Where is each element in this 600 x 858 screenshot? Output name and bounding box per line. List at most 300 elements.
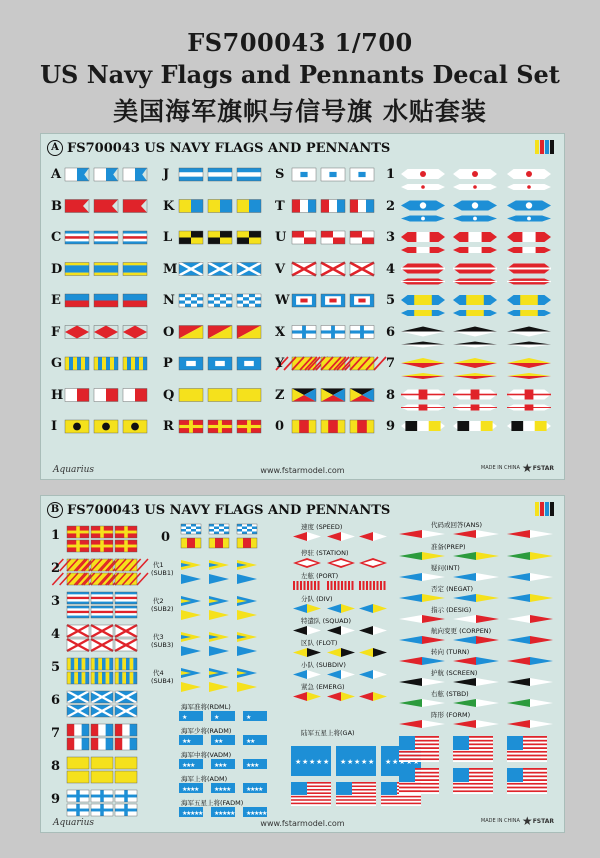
national-ensign xyxy=(507,736,547,762)
signal-flag-5 xyxy=(115,658,137,670)
signal-flag-W xyxy=(292,294,316,307)
pennant-label-7: 7 xyxy=(386,356,396,371)
flag-label-Z: Z xyxy=(275,387,285,403)
mid-label-3: 左舷 (PORT) xyxy=(301,572,339,580)
substitute-pennant-4 xyxy=(237,682,257,692)
signal-flag-6 xyxy=(91,705,113,717)
admiral-flag-4 xyxy=(179,783,203,793)
numeral-pennant-2 xyxy=(401,216,445,222)
signal-flag-E xyxy=(94,294,118,307)
substitute-pennant-4 xyxy=(237,668,257,678)
pennant-label-3: 3 xyxy=(386,230,396,245)
mid-label-8: 紧急 (EMERG) xyxy=(301,683,345,691)
signal-flag-5 xyxy=(67,658,89,670)
numeral-pennant-4 xyxy=(507,264,551,274)
signal-flag-3 xyxy=(115,606,137,618)
signal-flag-T xyxy=(321,200,345,213)
sub-label-cn-4: 代4 xyxy=(153,669,164,677)
signal-flag-L xyxy=(237,231,261,244)
substitute-pennant-2 xyxy=(237,596,257,606)
admiral-flag-2 xyxy=(179,735,203,745)
fstar-star-icon: ★ xyxy=(521,814,533,828)
signal-flag-U xyxy=(321,231,345,244)
flag-label-Y: Y xyxy=(275,356,285,371)
svg-text:★: ★ xyxy=(354,758,361,766)
svg-text:★: ★ xyxy=(258,786,264,793)
numeral-pennant-8 xyxy=(401,405,445,411)
svg-text:★: ★ xyxy=(194,810,200,817)
svg-text:★: ★ xyxy=(190,786,196,793)
signal-flag-X xyxy=(350,326,374,339)
svg-text:★: ★ xyxy=(182,810,188,817)
signal-flag-1 xyxy=(115,540,137,552)
procedure-pennant-1 xyxy=(399,530,445,538)
signal-flag-3 xyxy=(91,592,113,604)
svg-text:★: ★ xyxy=(250,738,256,745)
procedure-pennant-4 xyxy=(399,594,445,602)
signal-flag-7 xyxy=(67,738,89,750)
numeral-pennant-3 xyxy=(453,247,497,253)
mid-label-4: 分队 (DIV) xyxy=(301,595,333,603)
special-pennant-3 xyxy=(359,581,386,590)
signal-flag-6 xyxy=(115,691,137,703)
special-pennant-7 xyxy=(359,670,387,679)
fstar-brand: FSTAR xyxy=(532,464,554,472)
mid-label-5: 特遣队 (SQUAD) xyxy=(301,617,352,625)
sheet-a-title-text: FS700043 US NAVY FLAGS AND PENNANTS xyxy=(67,140,391,156)
flag-label-3: 3 xyxy=(51,594,61,609)
special-pennant-3 xyxy=(327,581,354,590)
numeral-pennant-8 xyxy=(453,390,497,400)
special-pennant-4 xyxy=(293,604,321,613)
signal-flag-Z xyxy=(321,389,345,402)
special-pennant-7 xyxy=(293,670,321,679)
svg-text:★: ★ xyxy=(250,786,256,793)
signal-flag-9 xyxy=(115,790,137,802)
signal-flag-X xyxy=(292,326,316,339)
signal-flag-8 xyxy=(67,771,89,783)
sheet-a-letter: A xyxy=(47,140,63,156)
decal-sheet-b xyxy=(40,495,565,833)
numeral-pennant-3 xyxy=(507,247,551,253)
signal-flag-1 xyxy=(67,526,89,538)
numeral-pennant-8 xyxy=(401,390,445,400)
signal-flag-H xyxy=(123,389,147,402)
numeral-pennant-3 xyxy=(507,232,551,242)
special-pennant-4 xyxy=(327,604,355,613)
signal-flag-N xyxy=(208,294,232,307)
flag-label-G: G xyxy=(51,356,63,371)
right-label-3: 疑问(INT) xyxy=(431,564,460,572)
sub-label-cn-2: 代2 xyxy=(153,597,164,605)
special-pennant-7 xyxy=(327,670,355,679)
numeral-pennant-1 xyxy=(453,184,497,190)
signal-flag-9 xyxy=(91,790,113,802)
right-label-4: 否定 (NEGAT) xyxy=(431,585,474,593)
signal-flag-N xyxy=(179,294,203,307)
sub-label-en-1: (SUB1) xyxy=(151,569,174,577)
numeral-pennant-2 xyxy=(453,216,497,222)
signal-flag-U xyxy=(350,231,374,244)
admiral-label-4: 海军上将(ADM) xyxy=(181,775,228,783)
substitute-pennant-1 xyxy=(237,560,257,570)
flag-label-B: B xyxy=(51,198,62,214)
special-pennant-4 xyxy=(359,604,387,613)
zero-flag xyxy=(209,524,229,534)
numeral-pennant-1 xyxy=(401,169,445,179)
svg-text:★: ★ xyxy=(222,786,228,793)
flag-label-C: C xyxy=(51,230,62,245)
svg-text:★: ★ xyxy=(218,762,224,769)
svg-text:★: ★ xyxy=(246,786,252,793)
svg-text:★: ★ xyxy=(361,758,368,766)
flag-label-U: U xyxy=(275,230,287,245)
substitute-pennant-3 xyxy=(237,646,257,656)
svg-text:★: ★ xyxy=(190,810,196,817)
signal-flag-3 xyxy=(115,592,137,604)
substitute-pennant-3 xyxy=(209,632,229,642)
substitute-pennant-2 xyxy=(181,610,201,620)
procedure-pennant-1 xyxy=(453,530,499,538)
svg-text:★: ★ xyxy=(198,810,204,817)
signal-flag-8 xyxy=(91,757,113,769)
admiral-flag-1 xyxy=(211,711,235,721)
admiral-label-2: 海军少将(RADM) xyxy=(181,727,232,735)
svg-text:★: ★ xyxy=(250,762,256,769)
signal-flag-E xyxy=(65,294,89,307)
sheet-b-title-text: FS700043 US NAVY FLAGS AND PENNANTS xyxy=(67,502,391,518)
signal-flag-B xyxy=(123,200,147,213)
substitute-pennant-4 xyxy=(181,668,201,678)
product-name-title: US Navy Flags and Pennants Decal Set xyxy=(40,60,560,89)
svg-text:★: ★ xyxy=(392,758,399,766)
signal-flag-P xyxy=(179,357,203,370)
flag-label-E: E xyxy=(51,293,61,308)
substitute-pennant-1 xyxy=(237,574,257,584)
signal-flag-5 xyxy=(91,658,113,670)
procedure-pennant-2 xyxy=(453,552,499,560)
flag-label-M: M xyxy=(163,261,178,277)
sheet-b-footer-url: www.fstarmodel.com xyxy=(260,819,345,828)
special-pennant-8 xyxy=(327,692,355,701)
right-label-6: 航向变更 (CORPEN) xyxy=(431,627,492,635)
admiral-flag-4 xyxy=(243,783,267,793)
flag-label-H: H xyxy=(51,387,64,403)
signal-flag-7 xyxy=(115,738,137,750)
signal-flag-6 xyxy=(67,705,89,717)
signal-flag-G xyxy=(123,357,147,370)
zero-flag xyxy=(237,524,257,534)
svg-text:★: ★ xyxy=(309,758,316,766)
signal-flag-U xyxy=(292,231,316,244)
signal-flag-S xyxy=(321,168,345,181)
signal-flag-Z xyxy=(292,389,316,402)
signal-flag-6 xyxy=(115,705,137,717)
signal-flag-D xyxy=(65,263,89,276)
flag-label-I: I xyxy=(51,419,58,434)
mid-label-2: 停驻 (STATION) xyxy=(301,549,349,557)
signal-flag-F xyxy=(65,326,89,339)
signal-flag-5 xyxy=(115,672,137,684)
signal-flag-9 xyxy=(91,804,113,816)
signal-flag-E xyxy=(123,294,147,307)
signal-flag-0 xyxy=(321,420,345,433)
special-pennant-5 xyxy=(327,626,355,635)
numeral-pennant-6 xyxy=(453,327,497,337)
signal-flag-K xyxy=(208,200,232,213)
substitute-pennant-2 xyxy=(209,596,229,606)
svg-text:★: ★ xyxy=(214,714,220,721)
substitute-pennant-3 xyxy=(209,646,229,656)
signal-flag-4 xyxy=(91,625,113,637)
signal-flag-R xyxy=(237,420,261,433)
procedure-pennant-7 xyxy=(399,657,445,665)
signal-flag-Q xyxy=(208,389,232,402)
substitute-pennant-2 xyxy=(181,596,201,606)
signal-flag-1 xyxy=(91,540,113,552)
svg-text:★: ★ xyxy=(182,762,188,769)
mid-label-7: 小队 (SUBDIV) xyxy=(301,661,346,669)
substitute-pennant-4 xyxy=(209,682,229,692)
signal-flag-P xyxy=(237,357,261,370)
numeral-pennant-6 xyxy=(507,327,551,337)
numeral-pennant-7 xyxy=(453,373,497,379)
substitute-pennant-3 xyxy=(181,646,201,656)
svg-text:★: ★ xyxy=(186,738,192,745)
sub-label-cn-1: 代1 xyxy=(153,561,164,569)
procedure-pennant-5 xyxy=(399,615,445,623)
admiral-flag-5 xyxy=(243,807,267,817)
numeral-pennant-5 xyxy=(401,295,445,305)
signal-flag-D xyxy=(123,263,147,276)
signal-flag-3 xyxy=(67,606,89,618)
signal-flag-V xyxy=(350,263,374,276)
signal-flag-A xyxy=(94,168,118,181)
numeral-pennant-2 xyxy=(507,201,551,211)
numeral-pennant-4 xyxy=(401,279,445,285)
procedure-pennant-6 xyxy=(453,636,499,644)
flag-label-L: L xyxy=(163,230,173,245)
signal-flag-N xyxy=(237,294,261,307)
substitute-pennant-1 xyxy=(209,574,229,584)
svg-text:★: ★ xyxy=(254,810,260,817)
signal-flag-Z xyxy=(350,389,374,402)
signal-flag-P xyxy=(208,357,232,370)
signal-flag-4 xyxy=(91,639,113,651)
signal-flag-H xyxy=(94,389,118,402)
numeral-pennant-9 xyxy=(507,421,551,431)
sheet-a-flags xyxy=(41,134,564,479)
flag-label-2: 2 xyxy=(51,561,61,576)
signal-flag-8 xyxy=(115,771,137,783)
numeral-pennant-3 xyxy=(401,232,445,242)
svg-text:★: ★ xyxy=(214,738,220,745)
signal-flag-5 xyxy=(91,672,113,684)
signal-flag-5 xyxy=(67,672,89,684)
procedure-pennant-5 xyxy=(453,615,499,623)
svg-text:★: ★ xyxy=(218,786,224,793)
signal-flag-F xyxy=(94,326,118,339)
sheet-a-footer-url: www.fstarmodel.com xyxy=(260,466,345,475)
svg-text:★: ★ xyxy=(226,786,232,793)
fstar-brand: FSTAR xyxy=(532,817,554,825)
flag-label-7: 7 xyxy=(51,726,61,741)
pennant-label-1: 1 xyxy=(386,167,396,182)
flag-label-R: R xyxy=(163,419,174,434)
signal-flag-C xyxy=(123,231,147,244)
procedure-pennant-9 xyxy=(453,699,499,707)
signal-flag-K xyxy=(237,200,261,213)
flag-label-A: A xyxy=(51,167,62,182)
procedure-pennant-10 xyxy=(399,720,445,728)
signal-flag-0 xyxy=(292,420,316,433)
numeral-pennant-5 xyxy=(401,310,445,316)
signal-flag-1 xyxy=(115,526,137,538)
procedure-pennant-7 xyxy=(507,657,553,665)
flag-label-zero: 0 xyxy=(161,530,171,545)
procedure-pennant-8 xyxy=(453,678,499,686)
special-pennant-8 xyxy=(293,692,321,701)
procedure-pennant-7 xyxy=(453,657,499,665)
numeral-pennant-5 xyxy=(507,295,551,305)
signal-flag-J xyxy=(179,168,203,181)
numeral-pennant-8 xyxy=(507,390,551,400)
svg-text:★: ★ xyxy=(316,758,323,766)
signal-flag-M xyxy=(179,263,203,276)
mid-label-1: 速度 (SPEED) xyxy=(301,523,343,531)
svg-text:★: ★ xyxy=(323,758,330,766)
numeral-pennant-7 xyxy=(507,373,551,379)
numeral-pennant-4 xyxy=(453,279,497,285)
sub-label-en-3: (SUB3) xyxy=(151,641,174,649)
national-ensign xyxy=(399,736,439,762)
numeral-pennant-6 xyxy=(507,342,551,348)
national-ensign xyxy=(453,736,493,762)
numeral-pennant-1 xyxy=(507,184,551,190)
signal-flag-J xyxy=(237,168,261,181)
national-ensign xyxy=(399,768,439,794)
signal-flag-8 xyxy=(67,757,89,769)
special-pennant-5 xyxy=(293,626,321,635)
numeral-pennant-7 xyxy=(507,358,551,368)
svg-text:★: ★ xyxy=(182,786,188,793)
signal-flag-V xyxy=(292,263,316,276)
signal-flag-S xyxy=(350,168,374,181)
flag-label-J: J xyxy=(163,167,170,182)
svg-text:★: ★ xyxy=(262,810,268,817)
numeral-pennant-7 xyxy=(401,358,445,368)
numeral-pennant-5 xyxy=(507,310,551,316)
numeral-pennant-1 xyxy=(401,184,445,190)
procedure-pennant-8 xyxy=(399,678,445,686)
admiral-flag-2 xyxy=(243,735,267,745)
svg-text:★: ★ xyxy=(222,762,228,769)
substitute-pennant-2 xyxy=(209,610,229,620)
substitute-pennant-3 xyxy=(181,632,201,642)
signal-flag-J xyxy=(208,168,232,181)
signal-flag-Q xyxy=(179,389,203,402)
pennant-label-2: 2 xyxy=(386,198,396,214)
fstar-star-icon: ★ xyxy=(521,461,533,475)
flag-label-Q: Q xyxy=(163,387,175,403)
right-label-9: 右舷 (STBD) xyxy=(431,690,469,698)
flag-label-V: V xyxy=(275,261,286,277)
signal-flag-I xyxy=(65,420,89,433)
pennant-label-5: 5 xyxy=(386,293,396,308)
procedure-pennant-3 xyxy=(507,573,553,581)
svg-text:★: ★ xyxy=(218,738,224,745)
general-army-flag xyxy=(291,746,331,776)
flag-label-8: 8 xyxy=(51,759,61,774)
signal-flag-7 xyxy=(91,738,113,750)
procedure-pennant-2 xyxy=(507,552,553,560)
procedure-pennant-9 xyxy=(399,699,445,707)
pennant-label-8: 8 xyxy=(386,387,396,403)
mid-label-9: 陆军五星上将(GA) xyxy=(301,729,355,737)
procedure-pennant-8 xyxy=(507,678,553,686)
admiral-flag-5 xyxy=(211,807,235,817)
zero-flag xyxy=(209,538,229,548)
pennant-label-9: 9 xyxy=(386,419,396,434)
svg-text:★: ★ xyxy=(182,714,188,721)
national-ensign xyxy=(453,768,493,794)
procedure-pennant-2 xyxy=(399,552,445,560)
zero-flag xyxy=(237,538,257,548)
signal-flag-R xyxy=(179,420,203,433)
pennant-label-6: 6 xyxy=(386,324,396,340)
signal-flag-4 xyxy=(67,625,89,637)
admiral-label-5: 海军五星上将(FADM) xyxy=(181,799,244,807)
flag-label-X: X xyxy=(275,324,286,340)
special-pennant-3 xyxy=(293,581,320,590)
svg-text:★: ★ xyxy=(258,810,264,817)
signal-flag-D xyxy=(94,263,118,276)
svg-text:★: ★ xyxy=(226,810,232,817)
sub-label-en-2: (SUB2) xyxy=(151,605,174,613)
substitute-pennant-4 xyxy=(209,668,229,678)
pennant-label-4: 4 xyxy=(386,261,396,277)
sheet-a-footer-aquarius: Aquarius xyxy=(53,465,95,475)
signal-flag-G xyxy=(94,357,118,370)
numeral-pennant-6 xyxy=(401,327,445,337)
signal-flag-9 xyxy=(115,804,137,816)
numeral-pennant-7 xyxy=(401,373,445,379)
flag-label-0: 0 xyxy=(275,419,285,434)
numeral-pennant-9 xyxy=(453,421,497,431)
svg-text:★: ★ xyxy=(295,758,302,766)
svg-text:★: ★ xyxy=(246,762,252,769)
signal-flag-R xyxy=(208,420,232,433)
svg-text:★: ★ xyxy=(246,810,252,817)
procedure-pennant-6 xyxy=(399,636,445,644)
signal-flag-9 xyxy=(67,804,89,816)
signal-flag-W xyxy=(350,294,374,307)
flag-label-N: N xyxy=(163,293,175,308)
svg-text:★: ★ xyxy=(214,810,220,817)
svg-text:★: ★ xyxy=(222,810,228,817)
numeral-pennant-2 xyxy=(401,201,445,211)
svg-text:★: ★ xyxy=(254,762,260,769)
flag-label-F: F xyxy=(51,324,61,340)
special-pennant-8 xyxy=(359,692,387,701)
signal-flag-A xyxy=(65,168,89,181)
special-pennant-6 xyxy=(293,648,321,657)
flag-label-1: 1 xyxy=(51,528,61,543)
substitute-pennant-1 xyxy=(181,560,201,570)
special-pennant-2 xyxy=(293,558,321,568)
numeral-pennant-6 xyxy=(401,342,445,348)
substitute-pennant-2 xyxy=(237,610,257,620)
